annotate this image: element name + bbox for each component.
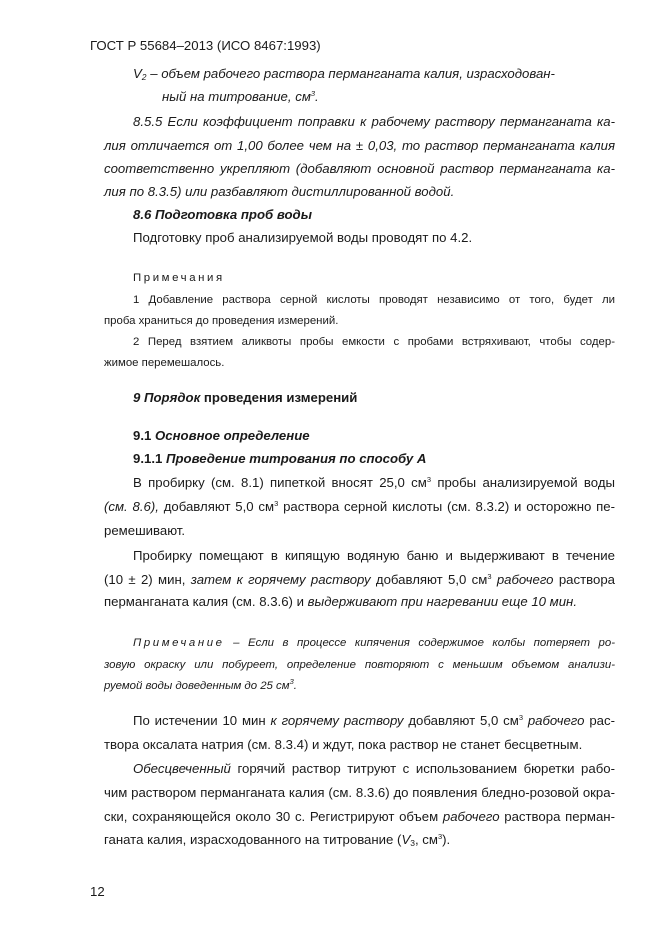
note-single-line1: Примечание – Если в процессе кипячения содержимое колбы потеряет ро- bbox=[133, 637, 615, 649]
note-single-line2: зовую окраску или побуреет, определение повторяют с меньшим объемом анализи- bbox=[104, 659, 615, 671]
p855-line1: 8.5.5 Если коэффициент поправки к рабочему раствору перманганата ка- bbox=[133, 114, 615, 129]
p855-line4: лия по 8.3.5) или разбавляют дистиллированной водой. bbox=[104, 184, 455, 199]
p4-line2: чим раствором перманганата калия (см. 8.3.6) до появления бледно-розовой окра- bbox=[104, 785, 615, 800]
section-9-1-1-heading: 9.1.1 Проведение титрования по способу А bbox=[133, 451, 427, 466]
page-number: 12 bbox=[90, 884, 105, 899]
p4-line4: ганата калия, израсходованного на титрование ($V_3$, $см^3$). bbox=[104, 832, 451, 848]
v2-definition-line1: $V_2$ – объем рабочего раствора перманганата калия, израсходован- bbox=[133, 66, 555, 82]
p2-line2: (10 ± 2) мин, затем к горячему раствору добавляют 5,0 $см^3$ рабочего раствора bbox=[104, 572, 616, 587]
p4-line3: ски, сохраняющейся около 30 с. Регистрируют объем рабочего раствора перман- bbox=[104, 809, 615, 824]
notes-title: Примечания bbox=[133, 272, 225, 284]
p3-line1: По истечении 10 мин к горячему раствору добавляют 5,0 $см^3$ рабочего рас- bbox=[133, 713, 615, 728]
p1-line1: В пробирку (см. 8.1) пипеткой вносят 25,0 $см^3$ пробы анализируемой воды bbox=[133, 475, 615, 490]
note-2-line2: жимое перемешалось. bbox=[104, 357, 225, 369]
note-1-line1: 1 Добавление раствора серной кислоты проводят независимо от того, будет ли bbox=[133, 294, 615, 306]
section-8-6-text: Подготовку проб анализируемой воды проводят по 4.2. bbox=[133, 230, 473, 245]
note-1-line2: проба храниться до проведения измерений. bbox=[104, 315, 339, 327]
p1-line2: (см. 8.6), добавляют 5,0 $см^3$ раствора серной кислоты (см. 8.3.2) и осторожно пе- bbox=[104, 499, 616, 514]
p855-line2: лия отличается от 1,00 более чем на ± 0,03, то раствор перманганата калия bbox=[104, 138, 615, 153]
note-single-line3: руемой воды доведенным до 25 $см^3$. bbox=[104, 677, 297, 692]
p4-line1: Обесцвеченный горячий раствор титруют с использованием бюретки рабо- bbox=[133, 761, 615, 776]
p2-line1: Пробирку помещают в кипящую водяную баню и выдерживают в течение bbox=[133, 548, 615, 563]
v2-definition-line2: ный на титрование, $см^3$. bbox=[162, 89, 319, 104]
p1-line3: ремешивают. bbox=[104, 523, 186, 538]
note-2-line1: 2 Перед взятием аликвоты пробы емкости с пробами встряхивают, чтобы содер- bbox=[133, 336, 615, 348]
section-9-1-heading: 9.1 Основное определение bbox=[133, 428, 310, 443]
p3-line2: твора оксалата натрия (см. 8.3.4) и ждут, пока раствор не станет бесцветным. bbox=[104, 737, 583, 752]
section-9-heading: 9 Порядок проведения измерений bbox=[133, 390, 358, 405]
p2-line3: перманганата калия (см. 8.3.6) и выдерживают при нагревании еще 10 мин. bbox=[104, 594, 577, 609]
section-8-6-heading: 8.6 Подготовка проб воды bbox=[133, 207, 312, 222]
document-header: ГОСТ Р 55684–2013 (ИСО 8467:1993) bbox=[90, 38, 321, 53]
p855-line3: соответственно укрепляют (добавляют основной раствор перманганата ка- bbox=[104, 161, 615, 176]
